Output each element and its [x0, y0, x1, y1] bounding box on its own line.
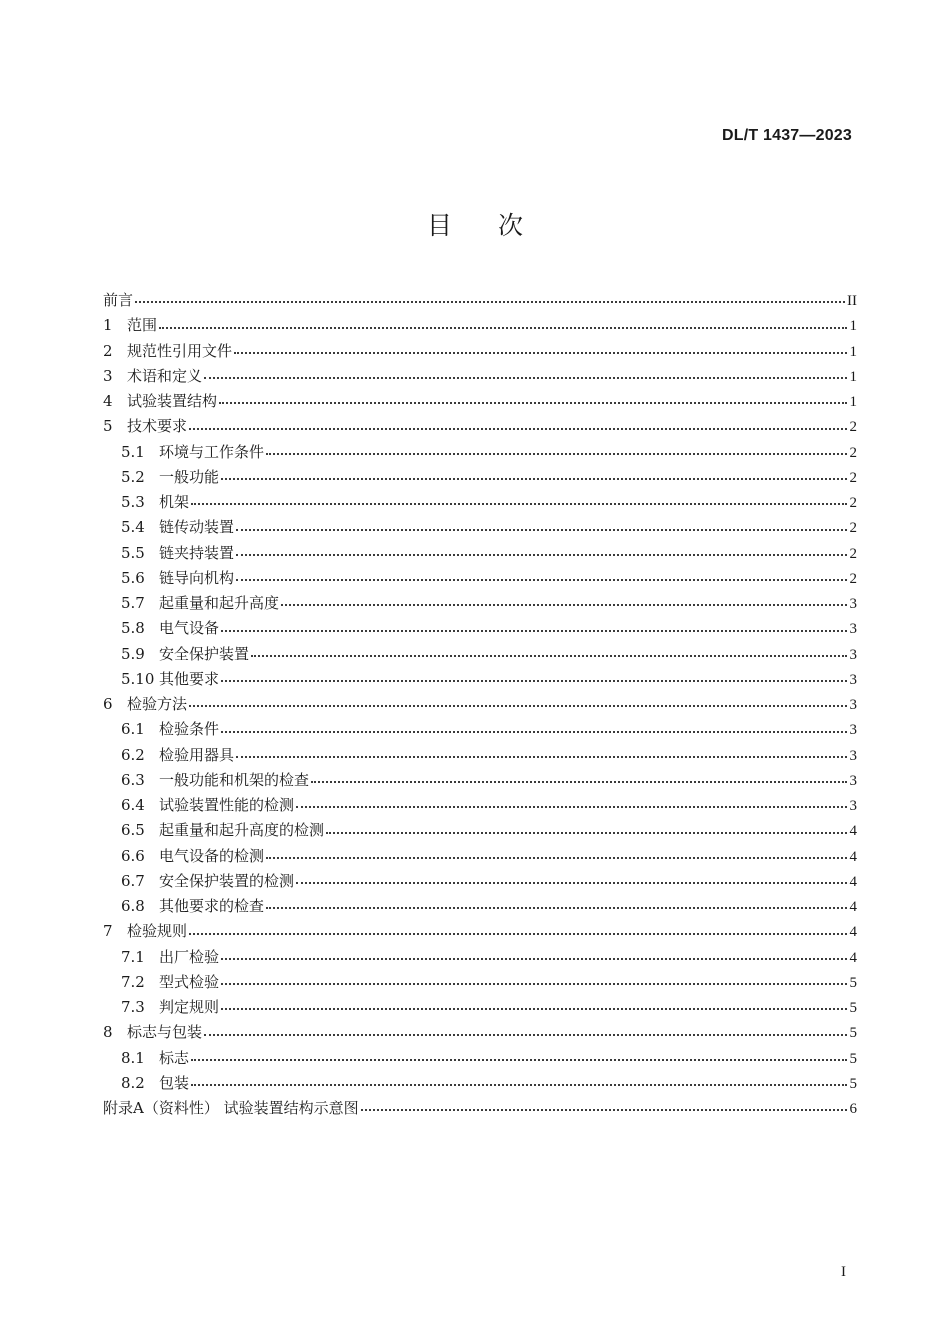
toc-entry-page: 4 [849, 873, 857, 890]
toc-entry-label: 其他要求的检查 [159, 897, 265, 915]
toc-leader-dots [236, 554, 847, 556]
toc-entry-number: 2 [103, 341, 113, 360]
toc-entry-label: 一般功能 [159, 467, 220, 486]
toc-entry[interactable] [103, 769, 857, 794]
toc-entry-page: 2 [849, 495, 857, 511]
toc-entry-label: 起重量和起升高度 [159, 594, 280, 612]
toc-entry-page: 3 [849, 596, 857, 612]
toc-entry[interactable] [103, 845, 857, 870]
toc-entry-number: 5.2 [121, 467, 145, 486]
toc-leader-dots [221, 478, 847, 480]
toc-leader-dots [189, 705, 847, 707]
toc-entry-number: 6.3 [121, 770, 145, 789]
toc-entry-label: 范围 [127, 316, 158, 335]
toc-entry-label: 标志与包装 [127, 1023, 203, 1042]
toc-leader-dots [266, 453, 847, 455]
toc-leader-dots [266, 857, 847, 859]
toc-leader-dots [221, 731, 847, 733]
toc-entry-number: 1 [103, 316, 113, 335]
toc-entry-label: 安全保护装置的检测 [159, 871, 295, 890]
toc-entry-page: 2 [849, 444, 857, 461]
toc-leader-dots [236, 529, 847, 531]
toc-entry-number: 5.5 [121, 543, 145, 562]
standard-code: DL/T 1437—2023 [722, 127, 852, 144]
toc-entry-page: 4 [849, 848, 857, 865]
toc-leader-dots [204, 377, 847, 379]
toc-entry-page: 5 [849, 1075, 857, 1092]
toc-entry[interactable] [103, 996, 857, 1021]
toc-entry-number: 8.1 [121, 1048, 145, 1067]
toc-entry-number: 6.4 [121, 796, 145, 814]
toc-entry-label: 判定规则 [159, 998, 220, 1016]
toc-entry[interactable] [103, 289, 857, 314]
toc-entry[interactable] [103, 1021, 857, 1046]
toc-leader-dots [219, 402, 847, 404]
toc-entry-number: 3 [103, 366, 113, 385]
toc-leader-dots [191, 1059, 847, 1061]
toc-entry[interactable] [103, 794, 857, 819]
toc-entry-number: 6 [103, 695, 113, 713]
toc-entry[interactable] [103, 441, 857, 466]
toc-leader-dots [221, 1008, 847, 1010]
toc-entry-page: 3 [849, 621, 857, 638]
toc-entry[interactable] [103, 1047, 857, 1072]
toc-entry[interactable] [103, 542, 857, 567]
toc-entry-page: 5 [849, 1025, 857, 1042]
toc-entry-number: 6.2 [121, 745, 145, 764]
toc-entry-page: 4 [849, 823, 857, 840]
toc-entry-number: 8 [103, 1023, 113, 1042]
toc-leader-dots [296, 806, 847, 808]
toc-entry-page: 1 [849, 368, 857, 385]
toc-entry[interactable] [103, 592, 857, 617]
toc-entry-page: 1 [849, 343, 857, 360]
toc-entry[interactable] [103, 390, 857, 415]
toc-entry-number: 7 [103, 922, 113, 941]
toc-entry-page: 3 [849, 798, 857, 814]
toc-entry[interactable] [103, 895, 857, 920]
toc-entry[interactable] [103, 718, 857, 743]
toc-leader-dots [189, 428, 847, 430]
toc-leader-dots [221, 680, 847, 682]
toc-entry-number: 5.1 [121, 442, 145, 461]
toc-entry-number: 5.6 [121, 568, 145, 587]
toc-entry[interactable] [103, 744, 857, 769]
toc-entry-label: 链传动装置 [159, 518, 235, 537]
toc-entry-label: 试验装置结构 [127, 392, 218, 410]
toc-entry-page: 6 [849, 1101, 857, 1117]
toc-entry-number: 5.3 [121, 493, 145, 511]
toc-entry-page: 1 [849, 394, 857, 410]
toc-leader-dots [191, 1084, 847, 1086]
toc-entry-number: 6.5 [121, 821, 145, 840]
toc-leader-dots [236, 579, 847, 581]
toc-entry[interactable] [103, 643, 857, 668]
toc-entry-number: 7.3 [121, 998, 145, 1016]
toc-entry[interactable] [103, 946, 857, 971]
toc-entry-label: 试验装置性能的检测 [159, 796, 295, 814]
toc-leader-dots [204, 1034, 847, 1036]
toc-entry[interactable] [103, 1072, 857, 1097]
toc-entry[interactable] [103, 365, 857, 390]
toc-entry-label: 安全保护装置 [159, 644, 250, 663]
toc-entry-label: 电气设备 [159, 619, 220, 638]
toc-entry-label: 起重量和起升高度的检测 [159, 821, 325, 840]
toc-entry[interactable] [103, 516, 857, 541]
toc-entry-number: 7.2 [121, 972, 145, 991]
toc-entry-number: 5.4 [121, 518, 145, 537]
toc-entry-page: 4 [849, 899, 857, 915]
toc-entry-number: 5.10 [121, 669, 155, 688]
toc-entry-label: 附录A（资料性） 试验装置结构示意图 [103, 1099, 359, 1117]
toc-leader-dots [326, 832, 847, 834]
toc-entry-label: 检验方法 [127, 695, 188, 713]
toc-entry-page: 3 [849, 697, 857, 713]
toc-entry-label: 电气设备的检测 [159, 846, 265, 865]
toc-leader-dots [361, 1109, 847, 1111]
toc-entry-label: 机架 [159, 493, 190, 511]
toc-entry-label: 出厂检验 [159, 947, 220, 966]
toc-entry[interactable] [103, 466, 857, 491]
toc-entry-number: 6.1 [121, 720, 145, 739]
toc-leader-dots [221, 958, 847, 960]
page-number: I [841, 1264, 846, 1280]
toc-leader-dots [221, 630, 847, 632]
toc-entry-label: 检验条件 [159, 720, 220, 739]
toc-entry-page: 4 [849, 924, 857, 941]
toc-leader-dots [159, 327, 847, 329]
toc-entry-label: 链导向机构 [159, 568, 235, 587]
toc-leader-dots [236, 756, 847, 758]
toc-entry-number: 5.9 [121, 644, 145, 663]
toc-entry-label: 检验用器具 [159, 745, 235, 764]
toc-entry[interactable] [103, 314, 857, 339]
toc-entry-label: 规范性引用文件 [127, 341, 233, 360]
toc-entry-number: 4 [103, 392, 113, 410]
toc-entry-number: 6.6 [121, 846, 145, 865]
toc-entry[interactable] [103, 668, 857, 693]
toc-entry-page: 2 [849, 520, 857, 537]
toc-entry-number: 8.2 [121, 1073, 145, 1092]
toc-leader-dots [191, 503, 847, 505]
toc-leader-dots [135, 301, 845, 303]
toc-entry[interactable] [103, 971, 857, 996]
toc-entry-page: 2 [849, 545, 857, 562]
toc-entry-label: 前言 [103, 291, 134, 309]
toc-entry-number: 7.1 [121, 947, 145, 966]
toc-entry-page: 5 [849, 1000, 857, 1016]
toc-entry-page: 3 [849, 646, 857, 663]
toc-leader-dots [281, 604, 847, 606]
toc-entry-label: 检验规则 [127, 922, 188, 941]
toc-entry-page: 3 [849, 722, 857, 739]
toc-leader-dots [221, 983, 847, 985]
toc-entry-page: 1 [849, 318, 857, 335]
toc-entry-label: 一般功能和机架的检查 [159, 770, 310, 789]
toc-entry-page: 4 [849, 949, 857, 966]
toc-entry[interactable] [103, 920, 857, 945]
toc-entry[interactable] [103, 693, 857, 718]
toc-entry-number: 6.8 [121, 897, 145, 915]
toc-entry-number: 5.8 [121, 619, 145, 638]
toc-entry-page: 5 [849, 974, 857, 991]
toc-entry-page: 3 [849, 772, 857, 789]
toc-entry[interactable] [103, 870, 857, 895]
toc-leader-dots [266, 907, 847, 909]
toc-entry-label: 技术要求 [127, 417, 188, 436]
toc-entry-number: 5.7 [121, 594, 145, 612]
toc-entry-number: 5 [103, 417, 113, 436]
toc-entry-page: 3 [849, 747, 857, 764]
toc-entry-page: II [847, 293, 857, 309]
toc-entry-page: 5 [849, 1050, 857, 1067]
toc-entry-label: 包装 [159, 1073, 190, 1092]
toc-leader-dots [234, 352, 847, 354]
toc-entry-label: 其他要求 [159, 669, 220, 688]
toc-entry-page: 2 [849, 419, 857, 436]
toc-leader-dots [189, 933, 847, 935]
toc-entry-number: 6.7 [121, 871, 145, 890]
toc-title: 目次 [426, 211, 569, 240]
toc-entry[interactable] [103, 415, 857, 440]
toc-entry[interactable] [103, 491, 857, 516]
toc-entry-page: 2 [849, 469, 857, 486]
toc-entry[interactable] [103, 567, 857, 592]
toc-leader-dots [311, 781, 847, 783]
toc-entry-label: 环境与工作条件 [159, 442, 265, 461]
table-of-contents [103, 289, 857, 1122]
toc-entry-label: 型式检验 [159, 972, 220, 991]
toc-entry-label: 术语和定义 [127, 366, 203, 385]
toc-entry[interactable] [103, 1097, 857, 1122]
toc-entry[interactable] [103, 340, 857, 365]
toc-leader-dots [296, 882, 847, 884]
toc-entry-label: 标志 [159, 1048, 190, 1067]
toc-entry[interactable] [103, 819, 857, 844]
toc-entry-page: 3 [849, 671, 857, 688]
toc-entry[interactable] [103, 617, 857, 642]
toc-entry-page: 2 [849, 570, 857, 587]
toc-entry-label: 链夹持装置 [159, 543, 235, 562]
toc-leader-dots [251, 655, 847, 657]
